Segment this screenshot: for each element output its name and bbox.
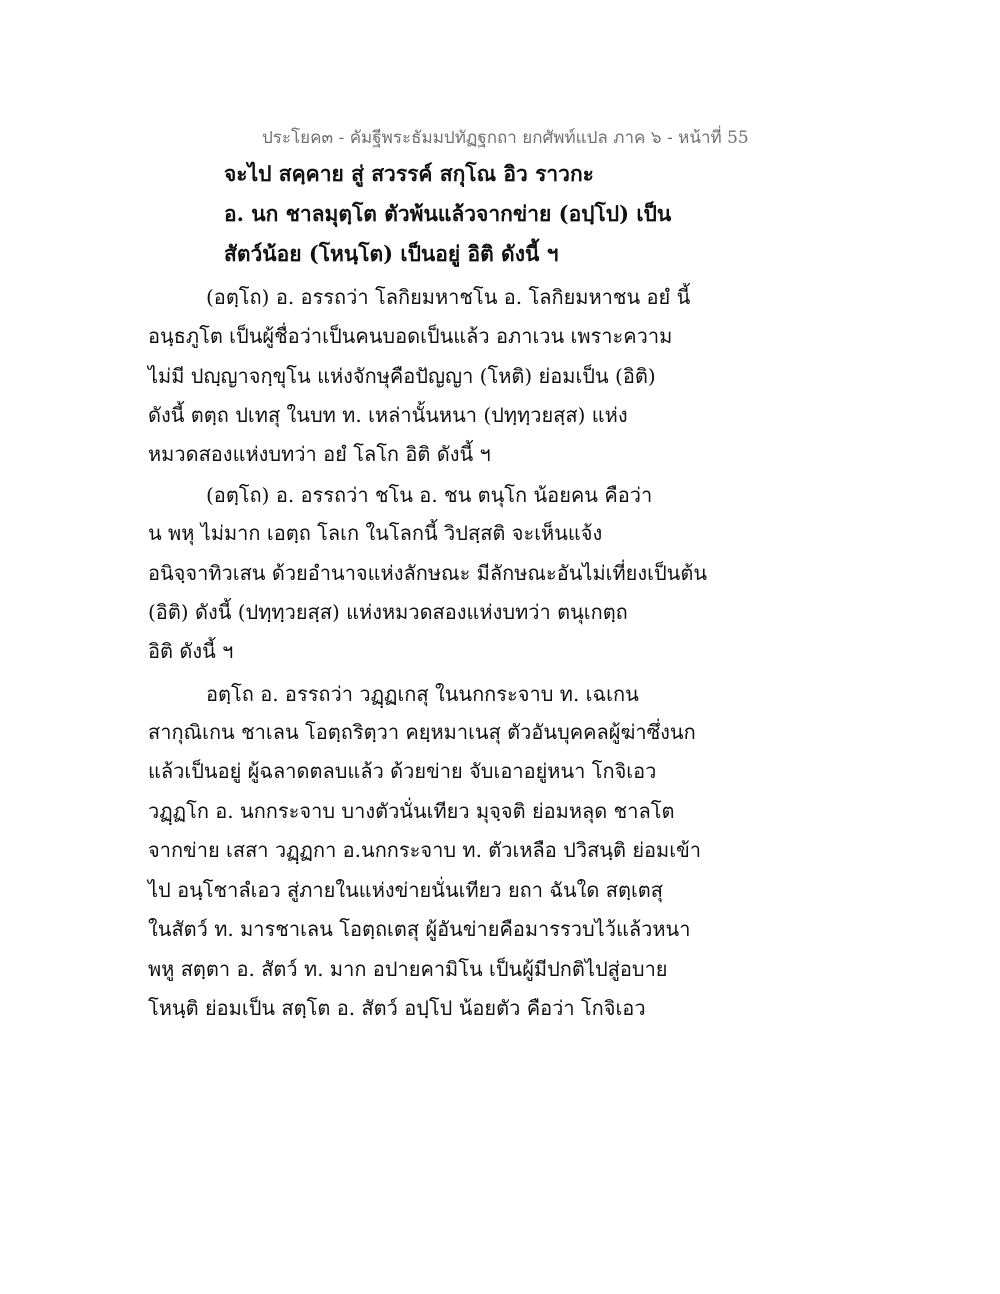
body-line: อิติ ดังนี้ ฯ xyxy=(148,639,234,663)
body-line: สากุณิเกน ชาเลน โอตฺถริตฺวา คยฺหมาเนสุ ตัวอันบุคคลผู้ฆ่าซึ่งนก xyxy=(148,720,696,744)
body-line: จากข่าย เสสา วฏฺฏกา อ.นกกระจาบ ท. ตัวเหลือ ปวิสนฺติ ย่อมเข้า xyxy=(148,838,701,862)
body-line: (อิติ) ดังนี้ (ปทฺทฺวยสฺส) แห่งหมวดสองแห่งบทว่า ตนุเกตฺถ xyxy=(148,600,628,624)
body-line: น พหุ ไม่มาก เอตฺถ โลเก ในโลกนี้ วิปสฺสติ จะเห็นแจ้ง xyxy=(148,521,603,545)
body-line: โหนฺติ ย่อมเป็น สตฺโต อ. สัตว์ อปฺโป น้อยตัว คือว่า โกจิเอว xyxy=(148,996,646,1020)
body-line: วฏฺฏโก อ. นกกระจาบ บางตัวนั่นเทียว มุจฺจติ ย่อมหลุด ชาลโต xyxy=(148,799,675,823)
page-header: ประโยค๓ - คัมฐีพระธัมมปทัฏฐกถา ยกศัพท์แปล ภาค ๖ - หน้าที่ 55 xyxy=(262,128,749,148)
body-line: (อตฺโถ) อ. อรรถว่า โลกิยมหาชโน อ. โลกิยมหาชน อยํ นี้ xyxy=(206,285,691,309)
body-line: อนิจฺจาทิวเสน ด้วยอำนาจแห่งลักษณะ มีลักษณะอันไม่เที่ยงเป็นต้น xyxy=(148,561,708,585)
verse-line: อ. นก ชาลมุตฺโต ตัวพ้นแล้วจากข่าย (อปฺโป) เป็น xyxy=(224,201,672,226)
body-line: ไม่มี ปญฺญาจกฺขุโน แห่งจักษุคือปัญญา (โหติ) ย่อมเป็น (อิติ) xyxy=(148,364,656,388)
body-line: ไป อนฺโชาลํเอว สู่ภายในแห่งข่ายนั่นเทียว ยถา ฉันใด สตฺเตสุ xyxy=(148,878,663,902)
body-line: หมวดสองแห่งบทว่า อยํ โลโก อิติ ดังนี้ ฯ xyxy=(148,442,491,466)
body-line: ในสัตว์ ท. มารชาเลน โอตฺถเตสุ ผู้อันข่ายคือมารรวบไว้แล้วหนา xyxy=(148,917,691,941)
verse-line: สัตว์น้อย (โหนฺโต) เป็นอยู่ อิติ ดังนี้ ฯ xyxy=(224,241,559,266)
body-line: (อตฺโถ) อ. อรรถว่า ชโน อ. ชน ตนุโก น้อยคน คือว่า xyxy=(206,483,653,507)
body-line: ดังนี้ ตตฺถ ปเทสุ ในบท ท. เหล่านั้นหนา (ปทฺทฺวยสฺส) แห่ง xyxy=(148,403,628,427)
body-line: แล้วเป็นอยู่ ผู้ฉลาดตลบแล้ว ด้วยข่าย จับเอาอยู่หนา โกจิเอว xyxy=(148,759,657,783)
body-line: อตฺโถ อ. อรรถว่า วฏฺฏเกสุ ในนกกระจาบ ท. เฉเกน xyxy=(206,682,639,706)
body-line: อนฺธภูโต เป็นผู้ชื่อว่าเป็นคนบอดเป็นแล้ว อภาเวน เพราะความ xyxy=(148,324,673,348)
verse-line: จะไป สคฺคาย สู่ สวรรค์ สกุโณ อิว ราวกะ xyxy=(224,161,594,186)
body-line: พหู สตฺตา อ. สัตว์ ท. มาก อปายคามิโน เป็นผู้มีปกติไปสู่อบาย xyxy=(148,957,668,981)
